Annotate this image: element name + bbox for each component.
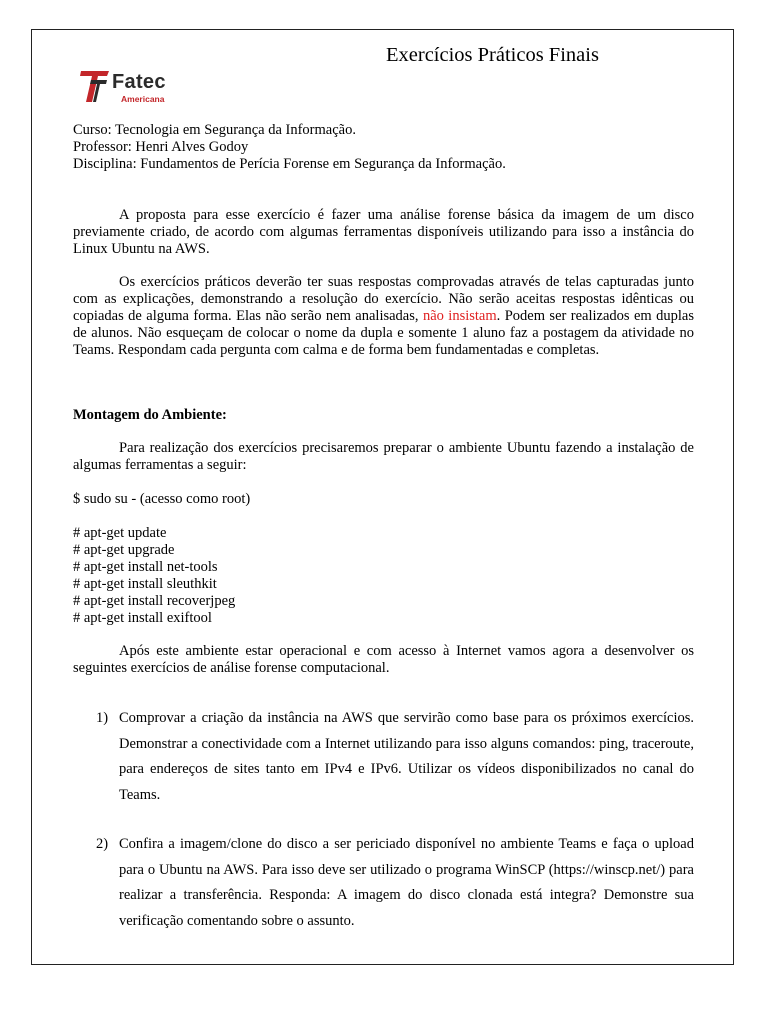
command-line: $ sudo su - (acesso como root) — [73, 491, 251, 507]
command-line: # apt-get install net-tools — [73, 559, 218, 575]
warning-text: não insistam — [422, 308, 497, 324]
ambiente-paragraph: Para realização dos exercícios precisaremos preparar o ambiente Ubuntu fazendo a instalação de algumas ferramentas a seguir: — [73, 440, 694, 473]
command-line: # apt-get install exiftool — [73, 610, 212, 626]
section-heading-ambiente: Montagem do Ambiente: — [73, 407, 227, 423]
discipline-line: Disciplina: Fundamentos de Perícia Forense em Segurança da Informação. — [73, 156, 506, 172]
course-line: Curso: Tecnologia em Segurança da Informação. — [73, 122, 356, 138]
document-title: Exercícios Práticos Finais — [386, 44, 599, 66]
exercise-item-2 — [96, 832, 694, 934]
intro-p2-text-end: . Podem ser realizados em duplas de alunos. Não esqueçam de colocar o nome da dupla e somente 1 aluno faz a postagem da atividade no Teams. Respondam cada pergunta com calma e de forma bem fundamentadas e completas. — [73, 308, 694, 358]
exercise-text: Comprovar a criação da instância na AWS que servirão como base para os próximos exercícios. Demonstrar a conectividade com a Internet utilizando para isso alguns comandos: ping, traceroute, para endereços de sites tanto em IPv4 e IPv6. Utilizar os vídeos disponibilizados no canal do Teams. — [119, 710, 694, 803]
logo-subtitle: Americana — [121, 94, 165, 104]
exercise-number: 2) — [96, 836, 109, 852]
intro-paragraph-1: A proposta para esse exercício é fazer uma análise forense básica da imagem de um disco previamente criado, de acordo com algumas ferramentas disponíveis utilizando para isso a instância do Linux Ubuntu na AWS. — [73, 207, 694, 257]
after-setup-paragraph: Após este ambiente estar operacional e com acesso à Internet vamos agora a desenvolver os seguintes exercícios de análise forense computacional. — [73, 643, 694, 676]
command-line: # apt-get update — [73, 525, 167, 541]
exercise-text: Confira a imagem/clone do disco a ser periciado disponível no ambiente Teams e faça o upload para o Ubuntu na AWS. Para isso deve ser utilizado o programa WinSCP (https://winscp.net/) para realizar a transferência. Responda: A imagem do disco clonada está integra? Demonstre sua verificação comentando sobre o assunto. — [119, 836, 694, 929]
course-info — [73, 122, 506, 173]
intro-p2-text-start: Os exercícios práticos deverão ter suas respostas comprovadas através de telas capturadas junto com as explicações, demonstrando a resolução do exercício. Não serão aceitas respostas idênticas ou copiadas de alguma forma. Elas não serão nem analisadas, — [73, 274, 694, 324]
logo-wordmark: Fatec — [112, 71, 166, 93]
professor-line: Professor: Henri Alves Godoy — [73, 139, 249, 155]
intro-paragraph-2 — [73, 274, 694, 359]
command-line: # apt-get upgrade — [73, 542, 175, 558]
exercise-number: 1) — [96, 710, 109, 726]
exercise-item-1 — [96, 706, 694, 808]
fatec-logo-icon — [79, 68, 113, 104]
command-line: # apt-get install sleuthkit — [73, 576, 217, 592]
command-line: # apt-get install recoverjpeg — [73, 593, 236, 609]
root-command — [73, 491, 250, 508]
command-list — [73, 525, 235, 627]
fatec-logo — [79, 68, 189, 108]
